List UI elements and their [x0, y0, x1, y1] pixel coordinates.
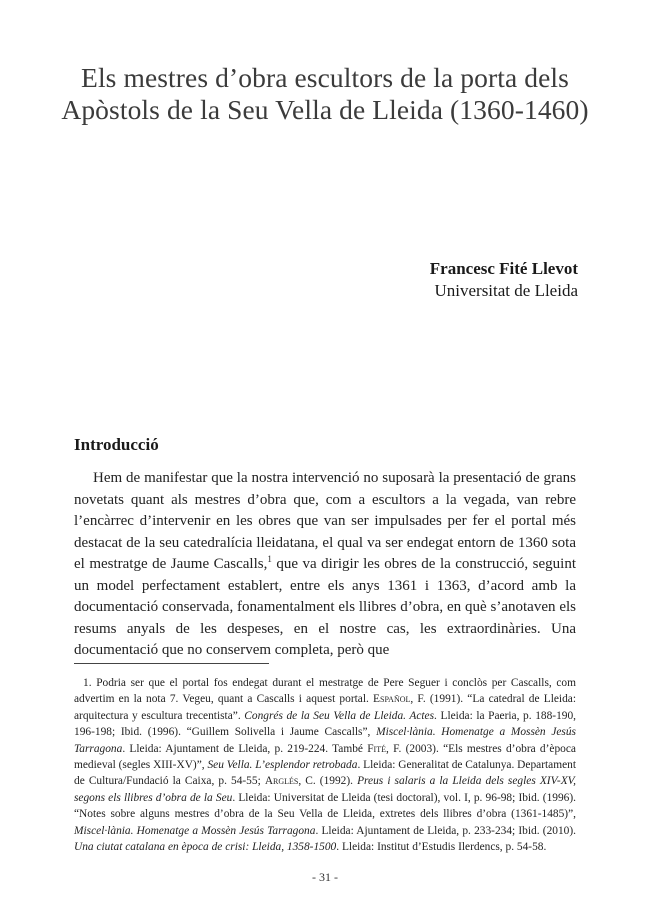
footnote-text: . Lleida: Universitat de Lleida (tesi doctoral), vol. I, p. 96-98; Ibid. (1996). “Notes sobre alguns mestres d’obra de la Seu Vella de Lleida, extretes dels llibres d’obra (1361-1485)”,	[74, 791, 577, 821]
body-text	[74, 468, 576, 662]
footnote-reference[interactable]: 1	[267, 554, 272, 564]
citation-title: Una ciutat catalana en època de crisi: Lleida, 1358-1500	[74, 841, 337, 854]
author-smallcaps: Fité	[367, 742, 386, 755]
section-heading: Introducció	[74, 435, 159, 454]
footnote-divider	[74, 663, 269, 664]
author-smallcaps: Arglés	[264, 775, 299, 788]
citation-title: Preus i salaris a la Lleida dels segles XIV-XV, segons els llibres d’obra de la Seu	[74, 775, 576, 804]
footnote-text: . Lleida: Generalitat de Catalunya. Departament de Cultura/Fundació la Caixa, p. 54-55;	[74, 759, 577, 788]
body-text-part-2: que va dirigir les obres de la construcció, seguint un model perfectament establert, entre els anys 1361 i 1363, d’acord amb la documentació conservada, fonamentalment els llibres d’obra, en què s’anotaven els resums anyals de les despeses, en el nostre cas, les extraordinàries. Una documentació que no conservem completa, però que	[74, 556, 576, 658]
author-smallcaps: Español	[373, 693, 411, 706]
body-text-part-1: Hem de manifestar que la nostra intervenció no suposarà la presentació de grans novetats quant als mestres d’obra que, com a escultors a la vegada, van rebre l’encàrrec d’intervenir en les obres que van ser impulsades per fer el portal més destacat de la seu catedralícia lleidatana, el qual va ser endegat entorn de 1360 sota el mestratge de Jaume Cascalls,	[74, 470, 576, 572]
article-title	[60, 62, 590, 126]
footnote-text: . Lleida: Institut d’Estudis Ilerdencs, p. 54-58.	[336, 841, 547, 854]
footnote-text: , C. (1992).	[298, 775, 358, 788]
footnote-paragraph	[74, 675, 576, 855]
citation-title: Miscel·lània. Homenatge a Mossèn Jesús Tarragona	[74, 726, 576, 755]
footnote-text: , F. (2003). “Els mestres d’obra d’època medieval (segles XIII-XV)”,	[74, 742, 576, 772]
author-block	[430, 258, 578, 302]
footnote-text: 1. Podria ser que el portal fos endegat durant el mestratge de Pere Seguer i conclòs per Cascalls, com advertim en la nota 7. Vegeu, quant a Cascalls i aquest portal.	[74, 677, 576, 706]
body-paragraph	[74, 468, 576, 662]
author-name: Francesc Fité Llevot	[429, 259, 578, 278]
footnote	[74, 675, 576, 855]
footnote-text: . Lleida: Ajuntament de Lleida, p. 219-224. També	[122, 742, 368, 755]
page-number: - 31 -	[312, 870, 338, 884]
citation-title: Seu Vella. L’esplendor retrobada	[207, 759, 358, 772]
title-line-2: Apòstols de la Seu Vella de Lleida (1360-1460)	[61, 94, 589, 125]
title-line-1: Els mestres d’obra escultors de la porta dels	[81, 62, 569, 93]
footnote-text: . Lleida: la Paeria, p. 188-190, 196-198; Ibid. (1996). “Guillem Solivella i Jaume Cascalls”,	[74, 709, 577, 739]
author-affiliation: Universitat de Lleida	[434, 281, 578, 300]
footnote-text: , F. (1991). “La catedral de Lleida: arquitectura y escultura trecentista”.	[74, 693, 577, 722]
footnote-text: . Lleida: Ajuntament de Lleida, p. 233-234; Ibid. (2010).	[315, 824, 576, 837]
citation-title: Miscel·lània. Homenatge a Mossèn Jesús Tarragona	[74, 824, 316, 837]
citation-title: Congrés de la Seu Vella de Lleida. Actes	[244, 709, 435, 722]
